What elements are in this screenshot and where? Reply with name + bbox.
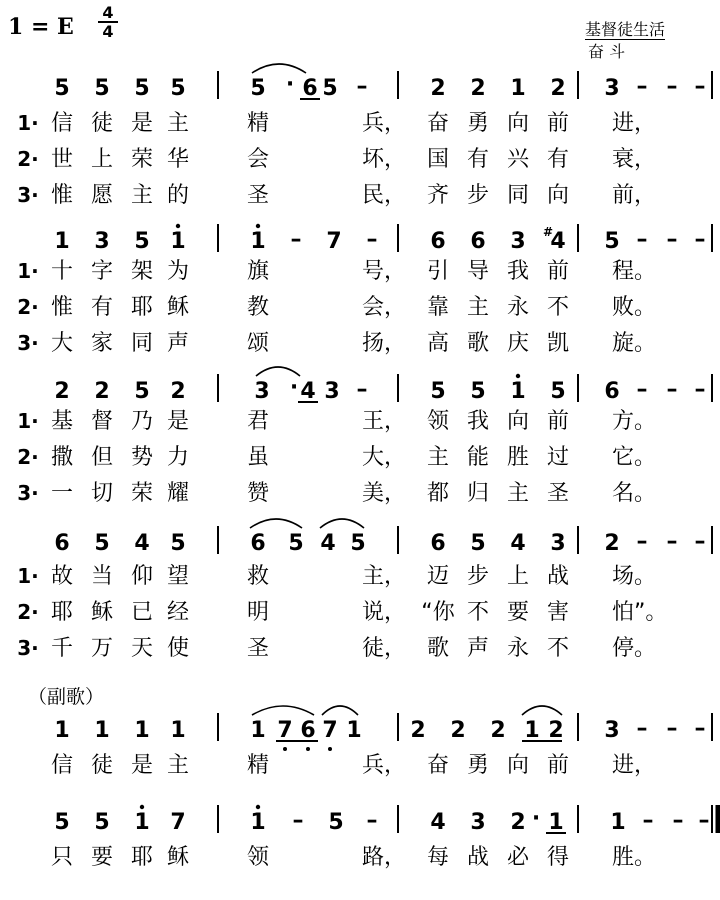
note-3-12: 2 [604,531,620,556]
lyric-4-0-9: 向 [506,753,530,778]
note-dash-1-5: – [290,227,302,252]
note-dot-2-5: · [289,375,299,400]
note-3-5: 5 [288,531,304,556]
lyric-0-0-2: 徒 [90,111,114,136]
lyric-1-1-2: 有 [90,295,114,320]
note-2-1: 2 [94,379,110,404]
verse-number-1-0: 1· [17,259,39,283]
lyric-1-2-1: 大 [50,331,74,356]
lyric-4-0-10: 前 [546,753,570,778]
lyric-1-2-8: 歌 [466,331,490,356]
lyric-3-0-4: 望 [166,564,190,589]
note-dash-3-14: – [666,529,678,554]
lyric-5-0-10: 得 [546,845,570,870]
lyric-3-0-10: 战 [546,564,570,589]
lyric-1-1-9: 永 [506,295,530,320]
lyric-5-0-7: 每 [426,845,450,870]
lyric-5-0-9: 必 [506,845,530,870]
slur-s3b [320,519,364,528]
high-dot-5-4 [256,805,260,809]
note-dash-3-13: – [636,529,648,554]
note-3-10: 4 [510,531,526,556]
note-dash-4-16: – [666,716,678,741]
note-1-0: 1 [54,229,70,254]
lyric-3-0-8: 步 [466,564,490,589]
lyric-0-1-10: 有 [546,147,570,172]
note-3-11: 3 [550,531,566,556]
note-dash-0-14: – [636,74,648,99]
lyric-0-2-8: 步 [466,183,490,208]
chorus-label: （副歌） [28,686,105,708]
note-5-1: 5 [94,810,110,835]
lyric-5-0-2: 要 [90,845,114,870]
lyric-2-2-3: 荣 [130,481,154,506]
note-dash-1-7: – [366,227,378,252]
note-2-2: 5 [134,379,150,404]
note-2-6: 4 [300,379,316,404]
lyric-5-0-11: 胜。 [612,845,657,870]
lyric-3-2-1: 千 [50,636,74,661]
note-5-12: 1 [548,810,564,835]
lyric-0-0-7: 奋 [426,111,450,136]
lyric-5-0-8: 战 [466,845,490,870]
lyric-0-1-7: 国 [426,147,450,172]
lyric-5-0-4: 稣 [166,845,190,870]
lyric-1-2-5: 颂 [246,331,270,356]
note-1-12: 5 [604,229,620,254]
note-0-3: 5 [170,76,186,101]
lyric-2-1-5: 虽 [246,445,270,470]
note-3-9: 5 [470,531,486,556]
lyric-0-2-5: 圣 [246,183,270,208]
note-4-10: 2 [450,718,466,743]
lyric-1-2-7: 高 [426,331,450,356]
note-3-2: 4 [134,531,150,556]
lyric-3-0-2: 当 [90,564,114,589]
lyric-2-0-11: 方。 [612,409,657,434]
lyric-1-2-3: 同 [130,331,154,356]
lyric-3-1-4: 经 [166,600,190,625]
lyric-0-1-11: 衰， [612,147,657,172]
note-3-0: 6 [54,531,70,556]
lyric-1-0-8: 导 [466,259,490,284]
note-4-4: 1 [250,718,266,743]
lyric-0-0-5: 精 [246,111,270,136]
lyric-0-0-11: 进， [612,111,657,136]
lyric-2-0-7: 领 [426,409,450,434]
note-1-6: 7 [326,229,342,254]
high-dot-1-4 [256,224,260,228]
lyric-0-2-1: 惟 [50,183,74,208]
lyric-2-1-6: 大， [362,445,407,470]
high-dot-2-11 [516,374,520,378]
low-dot-s4a [283,747,287,751]
note-4-12: 1 [524,718,540,743]
lyric-3-1-7: “你 [421,600,455,625]
note-1-10: 3 [510,229,526,254]
lyric-2-0-5: 君 [246,409,270,434]
lyric-2-1-4: 力 [166,445,190,470]
lyric-2-0-6: 王， [362,409,407,434]
verse-number-2-1: 2· [17,445,39,469]
note-0-10: 2 [470,76,486,101]
lyric-3-1-8: 不 [466,600,490,625]
lyric-5-0-5: 领 [246,845,270,870]
note-5-0: 5 [54,810,70,835]
note-5-4: 1 [250,810,266,835]
note-dash-2-8: – [356,377,368,402]
note-0-12: 2 [550,76,566,101]
low-dot-s4c [328,747,332,751]
lyric-1-0-4: 为 [166,259,190,284]
lyric-2-0-2: 督 [90,409,114,434]
lyric-2-0-4: 是 [166,409,190,434]
low-dot-s4b [306,747,310,751]
lyric-1-1-11: 败。 [612,295,657,320]
lyric-2-2-11: 名。 [612,481,657,506]
verse-number-1-1: 2· [17,295,39,319]
note-dash-5-7: – [366,808,378,833]
note-3-6: 4 [320,531,336,556]
note-dash-1-15: – [694,227,706,252]
note-4-2: 1 [134,718,150,743]
lyric-1-1-5: 教 [246,295,270,320]
note-1-9: 6 [470,229,486,254]
lyric-4-0-7: 奋 [426,753,450,778]
lyric-1-0-9: 我 [506,259,530,284]
note-dash-3-15: – [694,529,706,554]
lyric-3-2-4: 使 [166,636,190,661]
note-0-11: 1 [510,76,526,101]
lyric-1-0-3: 架 [130,259,154,284]
lyric-2-2-8: 归 [466,481,490,506]
lyric-2-2-10: 圣 [546,481,570,506]
note-2-12: 5 [550,379,566,404]
note-0-0: 5 [54,76,70,101]
note-dash-0-8: – [356,74,368,99]
lyric-0-0-1: 信 [50,111,74,136]
lyric-1-0-11: 程。 [612,259,657,284]
note-dash-1-13: – [636,227,648,252]
note-1-11: 4 [550,229,566,254]
lyric-4-0-8: 勇 [466,753,490,778]
note-dash-5-5: – [292,808,304,833]
lyric-1-0-7: 引 [426,259,450,284]
lyric-4-0-6: 兵， [362,753,407,778]
lyric-1-2-6: 扬， [362,331,407,356]
note-4-6: 6 [300,718,316,743]
lyric-1-2-2: 家 [90,331,114,356]
note-5-6: 5 [328,810,344,835]
note-4-1: 1 [94,718,110,743]
song-title: 基督徒生活 [585,20,666,39]
lyric-0-2-4: 的 [166,183,190,208]
note-dash-5-14: – [642,808,654,833]
lyric-4-0-11: 进， [612,753,657,778]
lyric-1-2-9: 庆 [506,331,530,356]
time-signature-numerator: 4 [102,3,114,22]
lyric-0-0-9: 向 [506,111,530,136]
slur-s4c [522,706,562,715]
lyric-1-1-1: 惟 [50,295,74,320]
lyric-2-0-9: 向 [506,409,530,434]
note-dash-5-15: – [672,808,684,833]
lyric-3-2-5: 圣 [246,636,270,661]
lyric-0-2-9: 同 [506,183,530,208]
lyric-2-2-5: 赞 [246,481,270,506]
lyric-3-2-6: 徒， [362,636,407,661]
lyric-2-1-8: 能 [466,445,490,470]
note-dash-5-16: – [698,808,710,833]
note-dot-5-11: · [531,806,541,831]
lyric-0-2-6: 民， [362,183,407,208]
lyric-5-0-1: 只 [50,845,74,870]
lyric-3-0-9: 上 [506,564,530,589]
note-2-11: 1 [510,379,526,404]
lyric-0-0-4: 主 [166,111,190,136]
lyric-3-1-11: 怕”。 [612,600,668,625]
verse-number-0-1: 2· [17,147,39,171]
lyric-3-2-11: 停。 [612,636,657,661]
lyric-1-1-10: 不 [546,295,570,320]
note-dash-2-16: – [694,377,706,402]
note-0-1: 5 [94,76,110,101]
lyric-2-1-3: 势 [130,445,154,470]
lyric-0-1-4: 华 [166,147,190,172]
lyric-0-1-2: 上 [90,147,114,172]
note-0-7: 5 [322,76,338,101]
lyric-0-1-1: 世 [50,147,74,172]
note-5-2: 1 [134,810,150,835]
lyric-3-0-6: 主， [362,564,407,589]
note-2-10: 5 [470,379,486,404]
lyric-5-0-6: 路， [362,845,407,870]
lyric-0-2-7: 齐 [426,183,450,208]
note-5-3: 7 [170,810,186,835]
verse-number-2-0: 1· [17,409,39,433]
slur-s4a [252,706,314,715]
lyric-0-2-2: 愿 [90,183,114,208]
note-0-9: 2 [430,76,446,101]
lyric-1-0-10: 前 [546,259,570,284]
lyric-3-1-6: 说， [362,600,407,625]
lyric-2-2-6: 美， [362,481,407,506]
note-dash-1-14: – [666,227,678,252]
lyric-3-0-1: 故 [50,564,74,589]
lyric-3-2-8: 声 [466,636,490,661]
lyric-3-2-7: 歌 [426,636,450,661]
note-1-2: 5 [134,229,150,254]
lyric-1-2-4: 声 [166,331,190,356]
note-4-14: 3 [604,718,620,743]
lyric-1-2-11: 旋。 [612,331,657,356]
verse-number-3-2: 3· [17,636,39,660]
lyric-3-0-11: 场。 [612,564,657,589]
lyric-0-1-9: 兴 [506,147,530,172]
slur-s3a [250,519,302,528]
slur-s4b [322,706,358,715]
note-0-2: 5 [134,76,150,101]
verse-number-3-1: 2· [17,600,39,624]
note-4-8: 1 [346,718,362,743]
note-2-3: 2 [170,379,186,404]
lyric-3-2-3: 天 [130,636,154,661]
lyric-2-0-10: 前 [546,409,570,434]
lyric-3-0-5: 救 [246,564,270,589]
note-4-7: 7 [322,718,338,743]
lyric-2-2-4: 耀 [166,481,190,506]
note-1-3: 1 [170,229,186,254]
note-2-9: 5 [430,379,446,404]
note-5-8: 4 [430,810,446,835]
note-dash-2-15: – [666,377,678,402]
note-dash-0-16: – [694,74,706,99]
note-3-1: 5 [94,531,110,556]
lyric-3-1-2: 稣 [90,600,114,625]
lyric-3-0-7: 迈 [426,564,450,589]
lyric-1-1-8: 主 [466,295,490,320]
note-0-4: 5 [250,76,266,101]
note-2-7: 3 [324,379,340,404]
note-4-9: 2 [410,718,426,743]
note-5-13: 1 [610,810,626,835]
note-3-4: 6 [250,531,266,556]
lyric-1-0-5: 旗 [246,259,270,284]
lyric-2-0-1: 基 [50,409,74,434]
note-1-1: 3 [94,229,110,254]
high-dot-1-3 [176,224,180,228]
note-3-8: 6 [430,531,446,556]
lyric-2-1-10: 过 [546,445,570,470]
note-0-6: 6 [302,76,318,101]
lyric-4-0-4: 主 [166,753,190,778]
verse-number-0-2: 3· [17,183,39,207]
lyric-2-2-7: 都 [426,481,450,506]
high-dot-5-2 [140,805,144,809]
lyric-0-1-5: 会 [246,147,270,172]
note-4-11: 2 [490,718,506,743]
lyric-1-2-10: 凯 [546,331,570,356]
note-4-3: 1 [170,718,186,743]
note-dash-4-15: – [636,716,648,741]
lyric-4-0-1: 信 [50,753,74,778]
verse-number-3-0: 1· [17,564,39,588]
lyric-2-2-1: 一 [50,481,74,506]
slur-s0 [252,64,306,73]
note-1-8: 6 [430,229,446,254]
lyric-4-0-3: 是 [130,753,154,778]
note-2-13: 6 [604,379,620,404]
note-2-0: 2 [54,379,70,404]
lyric-2-2-2: 切 [90,481,114,506]
lyric-5-0-3: 耶 [130,845,154,870]
lyric-3-2-2: 万 [90,636,114,661]
lyric-1-0-2: 字 [90,259,114,284]
note-dot-0-5: · [285,72,295,97]
sharp-1-11: # [542,225,554,239]
lyric-2-1-9: 胜 [506,445,530,470]
key-signature: 1 = E [8,14,74,40]
note-3-3: 5 [170,531,186,556]
lyric-1-1-4: 稣 [166,295,190,320]
note-4-0: 1 [54,718,70,743]
lyric-0-0-6: 兵， [362,111,407,136]
lyric-0-0-3: 是 [130,111,154,136]
song-author: 奋 斗 [588,42,626,61]
lyric-0-0-10: 前 [546,111,570,136]
lyric-1-0-1: 十 [50,259,74,284]
lyric-3-1-9: 要 [506,600,530,625]
lyric-1-1-7: 靠 [426,295,450,320]
lyric-0-1-3: 荣 [130,147,154,172]
note-5-10: 2 [510,810,526,835]
note-3-7: 5 [350,531,366,556]
lyric-0-1-8: 有 [466,147,490,172]
lyric-3-1-5: 明 [246,600,270,625]
lyric-0-1-6: 坏， [362,147,407,172]
lyric-3-1-1: 耶 [50,600,74,625]
note-4-13: 2 [548,718,564,743]
note-dash-2-14: – [636,377,648,402]
lyric-3-1-10: 害 [546,600,570,625]
lyric-2-0-8: 我 [466,409,490,434]
note-5-9: 3 [470,810,486,835]
lyric-1-0-6: 号， [362,259,407,284]
verse-number-1-2: 3· [17,331,39,355]
lyric-2-1-7: 主 [426,445,450,470]
lyric-0-0-8: 勇 [466,111,490,136]
note-4-5: 7 [277,718,293,743]
lyric-4-0-5: 精 [246,753,270,778]
lyric-0-2-11: 前， [612,183,657,208]
lyric-3-0-3: 仰 [130,564,154,589]
note-dash-4-17: – [694,716,706,741]
lyric-2-2-9: 主 [506,481,530,506]
lyric-1-1-3: 耶 [130,295,154,320]
lyric-2-0-3: 乃 [130,409,154,434]
lyric-3-2-10: 不 [546,636,570,661]
lyric-3-2-9: 永 [506,636,530,661]
lyric-2-1-2: 但 [90,445,114,470]
lyric-2-1-11: 它。 [612,445,657,470]
lyric-2-1-1: 撒 [50,445,74,470]
note-2-4: 3 [254,379,270,404]
verse-number-2-2: 3· [17,481,39,505]
lyric-4-0-2: 徒 [90,753,114,778]
time-signature-denominator: 4 [98,21,118,40]
note-0-13: 3 [604,76,620,101]
lyric-1-1-6: 会， [362,295,407,320]
lyric-3-1-3: 已 [130,600,154,625]
lyric-0-2-10: 向 [546,183,570,208]
note-dash-0-15: – [666,74,678,99]
note-1-4: 1 [250,229,266,254]
verse-number-0-0: 1· [17,111,39,135]
lyric-0-2-3: 主 [130,183,154,208]
